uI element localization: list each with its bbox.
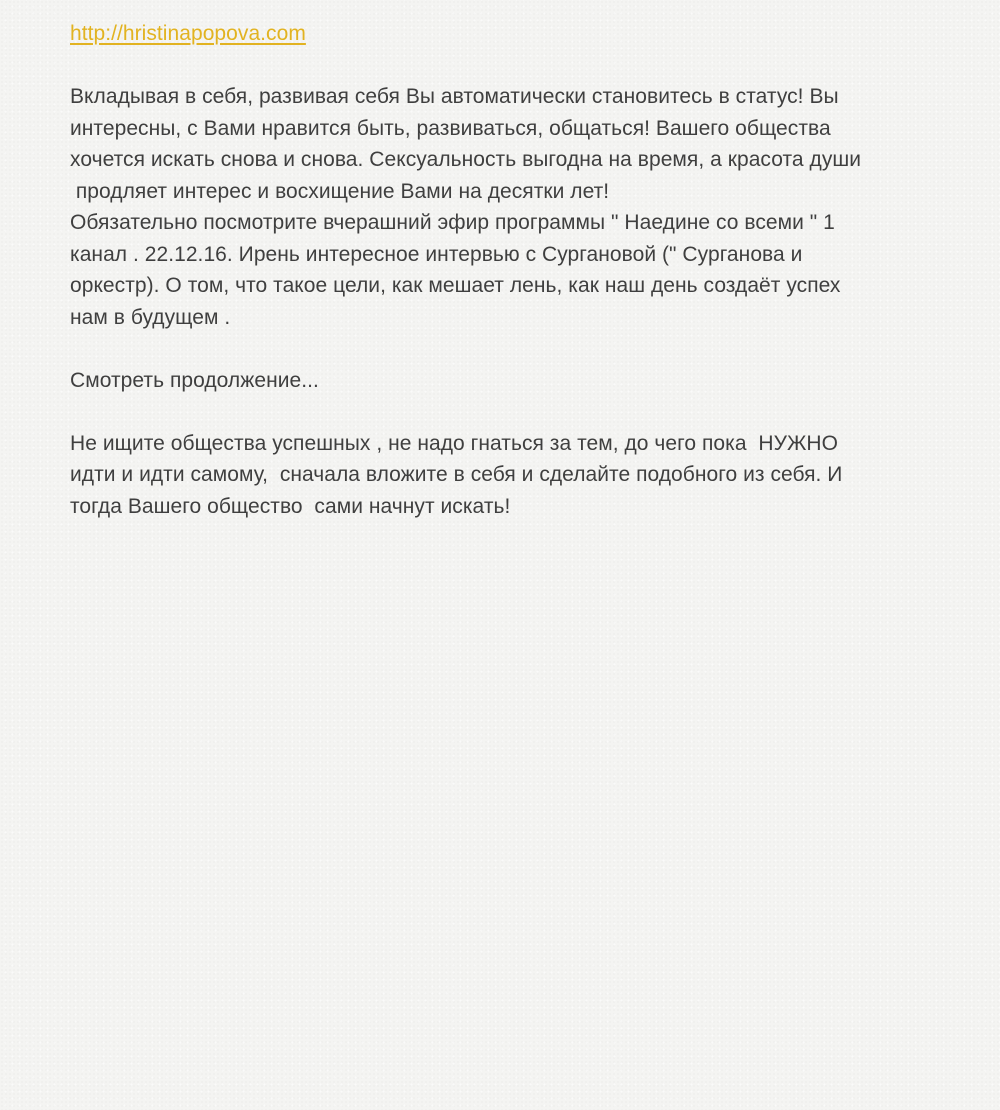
blank-line — [70, 396, 940, 428]
text-line: интересны, с Вами нравится быть, развиваться, общаться! Вашего общества — [70, 116, 831, 140]
text-line: канал . 22.12.16. Ирень интересное интервью с Сургановой (" Сурганова и — [70, 242, 803, 266]
website-link[interactable]: http://hristinapopova.com — [70, 22, 306, 45]
text-line: нам в будущем . — [70, 305, 231, 329]
continue-reading-text: Смотреть продолжение... — [70, 368, 319, 392]
text-line: тогда Вашего общество сами начнут искать! — [70, 494, 511, 518]
text-line: Вкладывая в себя, развивая себя Вы автоматически становитесь в статус! Вы — [70, 85, 839, 108]
text-line: хочется искать снова и снова. Сексуальность выгодна на время, а красота души — [70, 148, 862, 171]
paragraph-advice — [70, 428, 940, 523]
text-line: продляет интерес и восхищение Вами на десятки лет! — [70, 179, 610, 203]
text-line: оркестр). О том, что такое цели, как мешает лень, как наш день создаёт успех — [70, 274, 841, 297]
text-line: Не ищите общества успешных , не надо гнаться за тем, до чего пока НУЖНО — [70, 431, 838, 455]
blank-line — [70, 333, 940, 365]
blank-line — [70, 50, 940, 82]
note-body — [70, 18, 940, 522]
text-line: Обязательно посмотрите вчерашний эфир программы " Наедине со всеми " 1 — [70, 211, 835, 234]
paragraph-status — [70, 81, 940, 333]
text-line: идти и идти самому, сначала вложите в себя и сделайте подобного из себя. И — [70, 463, 843, 486]
